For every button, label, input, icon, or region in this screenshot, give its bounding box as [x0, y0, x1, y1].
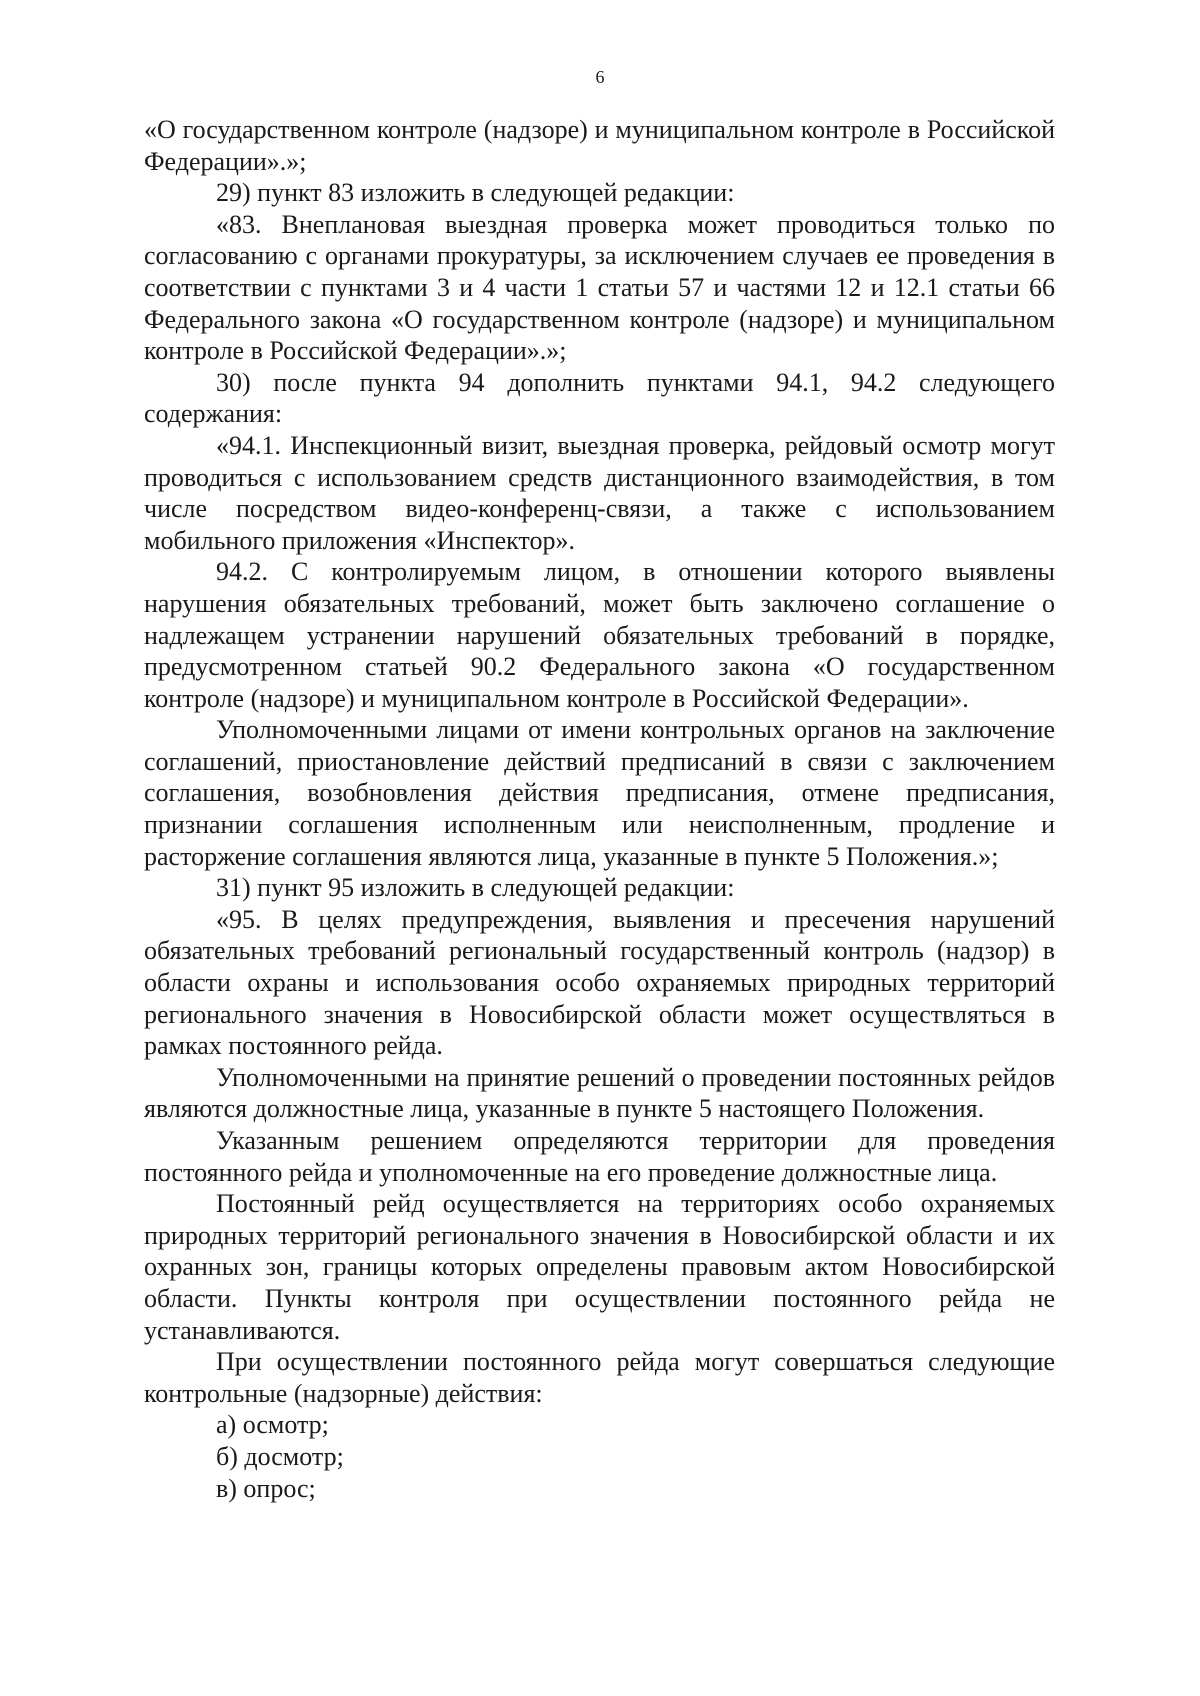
paragraph-4: 30) после пункта 94 дополнить пунктами 94.1, 94.2 следующего содержания:	[144, 367, 1055, 429]
paragraph-5: «94.1. Инспекционный визит, выездная проверка, рейдовый осмотр могут проводиться с использованием средств дистанционного взаимодействия, в том числе посредством видео-конференц-связи, а также с использованием мобильного приложения «Инспектор».	[144, 430, 1055, 555]
paragraph-11: Указанным решением определяются территории для проведения постоянного рейда и уполномоченные на его проведение должностные лица.	[144, 1126, 1055, 1187]
paragraph-8: 31) пункт 95 изложить в следующей редакции:	[216, 873, 735, 903]
paragraph-9: «95. В целях предупреждения, выявления и пресечения нарушений обязательных требований региональный государственный контроль (надзор) в области охраны и использования особо охраняемых природных территорий регионального значения в Новосибирской области может осуществляться в рамках постоянного рейда.	[144, 904, 1055, 1061]
list-item-b: б) досмотр;	[216, 1441, 344, 1471]
paragraph-10: Уполномоченными на принятие решений о проведении постоянных рейдов являются должностные лица, указанные в пункте 5 настоящего Положения.	[144, 1062, 1055, 1124]
paragraph-2: 29) пункт 83 изложить в следующей редакции:	[216, 178, 735, 208]
document-body	[144, 114, 1055, 1504]
list-item-v: в) опрос;	[216, 1473, 316, 1503]
list-item-a: а) осмотр;	[216, 1410, 329, 1440]
paragraph-3: «83. Внеплановая выездная проверка может проводиться только по согласованию с органами прокуратуры, за исключением случаев ее проведения в соответствии с пунктами 3 и 4 части 1 статьи 57 и частями 12 и 12.1 статьи 66 Федерального закона «О государственном контроле (надзоре) и муниципальном контроле в Российской Федерации».»;	[144, 209, 1055, 366]
paragraph-6: 94.2. С контролируемым лицом, в отношении которого выявлены нарушения обязательных требований, может быть заключено соглашение о надлежащем устранении нарушений обязательных требований в порядке, предусмотренном статьей 90.2 Федерального закона «О государственном контроле (надзоре) и муниципальном контроле в Российской Федерации».	[144, 557, 1055, 713]
paragraph-1: «О государственном контроле (надзоре) и муниципальном контроле в Российской Федерации».»;	[144, 115, 1055, 176]
page-number: 6	[595, 67, 605, 87]
paragraph-7: Уполномоченными лицами от имени контрольных органов на заключение соглашений, приостановление действий предписаний в связи с заключением соглашения, возобновления действия предписания, отмене предписания, признании соглашения исполненным или неисполненным, продление и расторжение соглашения являются лица, указанные в пункте 5 Положения.»;	[144, 715, 1055, 871]
paragraph-12: Постоянный рейд осуществляется на территориях особо охраняемых природных территорий регионального значения в Новосибирской области и их охранных зон, границы которых определены правовым актом Новосибирской области. Пункты контроля при осуществлении постоянного рейда не устанавливаются.	[144, 1189, 1055, 1345]
paragraph-13: При осуществлении постоянного рейда могут совершаться следующие контрольные (надзорные) действия:	[144, 1347, 1055, 1408]
